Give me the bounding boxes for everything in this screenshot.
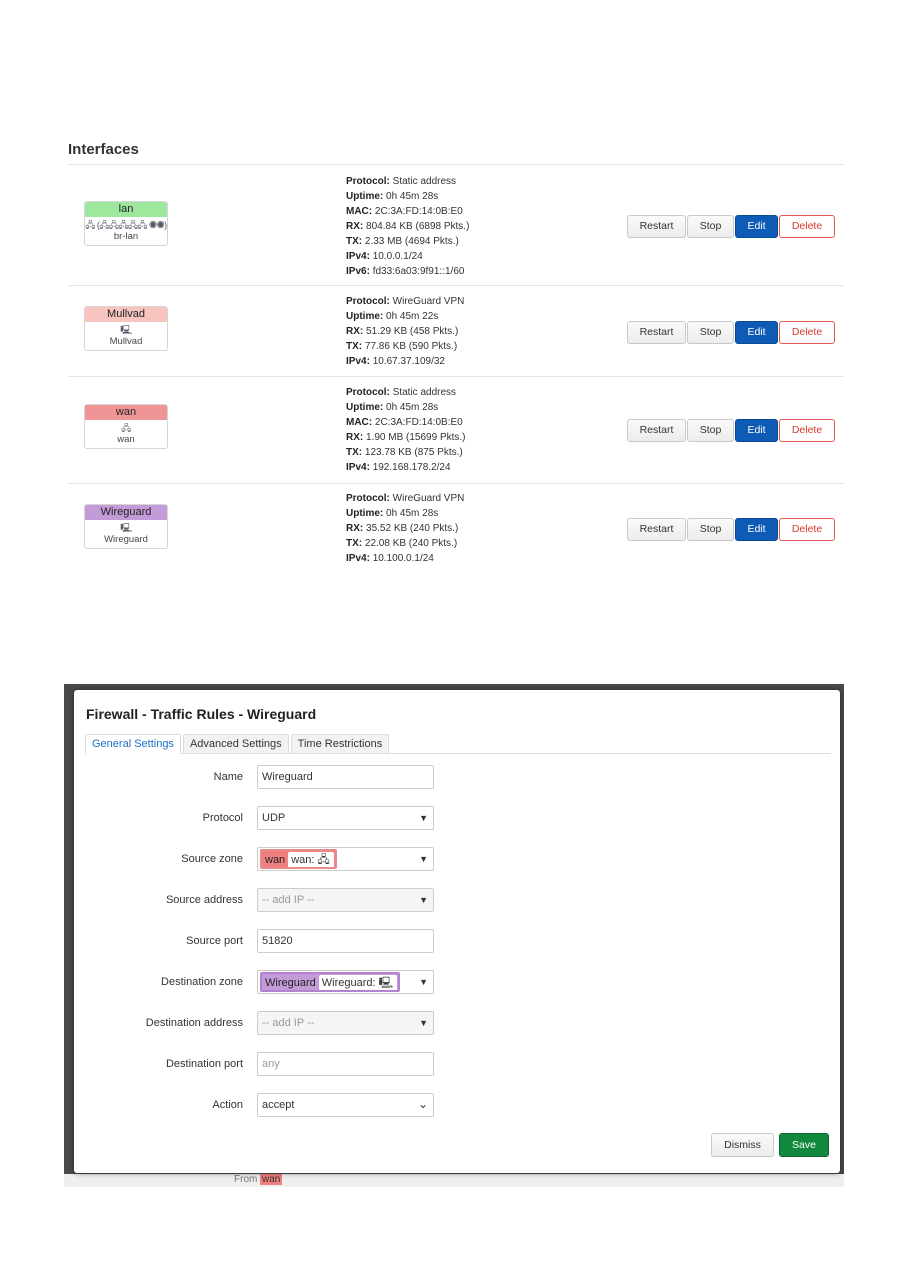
zone-chip-tag: wan (265, 854, 286, 866)
bridge-ports-icon: 🖧 (🖧🖧🖧🖧🖧 ◉◉) (85, 220, 167, 230)
dropdown-arrow-icon: ▼ (419, 813, 428, 823)
action-value: accept (262, 1099, 295, 1111)
interface-name: Mullvad (85, 307, 167, 322)
dialog-title: Firewall - Traffic Rules - Wireguard (86, 706, 317, 722)
source-zone-select[interactable] (257, 847, 434, 871)
tunnel-icon: 🖳 (120, 325, 132, 335)
source-port-row (74, 929, 840, 955)
edit-button[interactable]: Edit (735, 419, 778, 442)
zone-chip-tag: Wireguard (265, 977, 316, 989)
name-label: Name (213, 771, 243, 783)
traffic-rule-dialog (74, 690, 840, 1173)
destination-address-select[interactable] (257, 1011, 434, 1035)
ethernet-port-icon: 🖧 (317, 854, 330, 866)
interface-details: Protocol: Static address Uptime: 0h 45m 28s MAC: 2C:3A:FD:14:0B:E0 RX: 804.84 KB (6898 Pkts.) TX: 2.33 MB (4694 Pkts.) IPv4: 10.0.0.1/24 IPv6: fd33:6a03:9f91::1/60 (346, 176, 470, 277)
source-port-input[interactable]: 51820 (257, 929, 434, 953)
destination-zone-row (74, 970, 840, 996)
stop-button[interactable]: Stop (687, 419, 734, 442)
tunnel-icon: 🖳 (120, 523, 132, 533)
protocol-row (74, 806, 840, 832)
interface-row-wan (68, 377, 844, 484)
destination-zone-label: Destination zone (161, 976, 243, 988)
source-address-label: Source address (165, 894, 243, 906)
stop-button[interactable]: Stop (687, 215, 734, 238)
destination-address-value: -- add IP -- (262, 1017, 315, 1029)
source-zone-label: Source zone (181, 853, 243, 865)
interface-actions (627, 518, 836, 541)
interface-details: Protocol: Static address Uptime: 0h 45m 28s MAC: 2C:3A:FD:14:0B:E0 RX: 1.90 MB (15699 Pkts.) TX: 123.78 KB (875 Pkts.) IPv4: 192.168.178.2/24 (346, 387, 466, 473)
edit-button[interactable]: Edit (735, 518, 778, 541)
delete-button[interactable]: Delete (779, 215, 835, 238)
interface-row-wireguard (68, 484, 844, 574)
name-row (74, 765, 840, 791)
background-from-label: From (234, 1174, 258, 1185)
restart-button[interactable]: Restart (627, 419, 686, 442)
source-address-value: -- add IP -- (262, 894, 315, 906)
source-address-row (74, 888, 840, 914)
interface-device: Wireguard (104, 534, 148, 545)
destination-port-label: Destination port (165, 1058, 243, 1070)
destination-address-label: Destination address (145, 1017, 243, 1029)
zone-chip-wireguard (260, 972, 400, 992)
source-address-select[interactable] (257, 888, 434, 912)
interfaces-heading: Interfaces (68, 140, 844, 165)
source-zone-row (74, 847, 840, 873)
interface-badge-mullvad[interactable] (84, 306, 168, 351)
restart-button[interactable]: Restart (627, 518, 686, 541)
dropdown-arrow-icon: ▼ (419, 1018, 428, 1028)
dropdown-arrow-icon: ▼ (419, 854, 428, 864)
tab-advanced-settings[interactable]: Advanced Settings (183, 734, 289, 753)
interface-actions (627, 215, 836, 238)
interface-actions (627, 321, 836, 344)
protocol-value: UDP (262, 812, 286, 824)
interface-name: lan (85, 202, 167, 217)
stop-button[interactable]: Stop (687, 518, 734, 541)
interface-badge-lan[interactable] (84, 201, 168, 246)
interface-row-mullvad (68, 286, 844, 377)
interface-badge-wireguard[interactable] (84, 504, 168, 549)
zone-chip-text: Wireguard: (321, 977, 376, 989)
interface-device: wan (117, 434, 135, 445)
edit-button[interactable]: Edit (735, 321, 778, 344)
restart-button[interactable]: Restart (627, 321, 686, 344)
stop-button[interactable]: Stop (687, 321, 734, 344)
dismiss-button[interactable]: Dismiss (711, 1133, 774, 1157)
delete-button[interactable]: Delete (779, 321, 835, 344)
background-zone-badge: wan (262, 1174, 281, 1185)
interface-badge-wan[interactable] (84, 404, 168, 449)
zone-chip-wan (260, 849, 337, 869)
dialog-footer (711, 1133, 830, 1157)
interface-details: Protocol: WireGuard VPN Uptime: 0h 45m 22s RX: 51.29 KB (458 Pkts.) TX: 77.86 KB (590 Pkts.) IPv4: 10.67.37.109/32 (346, 296, 465, 367)
interface-row-lan (68, 165, 844, 286)
dropdown-arrow-icon: ▼ (419, 895, 428, 905)
action-row (74, 1093, 840, 1119)
ethernet-port-icon: 🖧 (121, 423, 131, 433)
background-rule-row (64, 1174, 844, 1187)
tunnel-icon: 🖳 (378, 977, 394, 989)
name-input[interactable]: Wireguard (257, 765, 434, 789)
dialog-tabs (85, 734, 831, 754)
edit-button[interactable]: Edit (735, 215, 778, 238)
dropdown-arrow-icon: ▼ (419, 977, 428, 987)
interface-device: Mullvad (109, 336, 143, 347)
interface-name: Wireguard (85, 505, 167, 520)
protocol-select[interactable] (257, 806, 434, 830)
source-port-label: Source port (186, 935, 243, 947)
destination-zone-select[interactable] (257, 970, 434, 994)
destination-port-row (74, 1052, 840, 1078)
interface-actions (627, 419, 836, 442)
action-label: Action (212, 1099, 243, 1111)
interface-device: br-lan (113, 231, 139, 242)
interface-details: Protocol: WireGuard VPN Uptime: 0h 45m 28s RX: 35.52 KB (240 Pkts.) TX: 22.08 KB (240 Pkts.) IPv4: 10.100.0.1/24 (346, 493, 465, 564)
tab-general-settings[interactable]: General Settings (85, 734, 181, 754)
delete-button[interactable]: Delete (779, 419, 835, 442)
delete-button[interactable]: Delete (779, 518, 835, 541)
tab-time-restrictions[interactable]: Time Restrictions (291, 734, 390, 753)
action-select[interactable] (257, 1093, 434, 1117)
zone-chip-text: wan: (291, 854, 315, 866)
save-button[interactable]: Save (779, 1133, 829, 1157)
modal-backdrop (64, 684, 844, 1187)
destination-address-row (74, 1011, 840, 1037)
interface-name: wan (85, 405, 167, 420)
destination-port-input[interactable]: any (257, 1052, 434, 1076)
protocol-label: Protocol (202, 812, 243, 824)
interfaces-section (68, 140, 844, 574)
chevron-down-icon: ⌄ (417, 1097, 428, 1111)
restart-button[interactable]: Restart (627, 215, 686, 238)
